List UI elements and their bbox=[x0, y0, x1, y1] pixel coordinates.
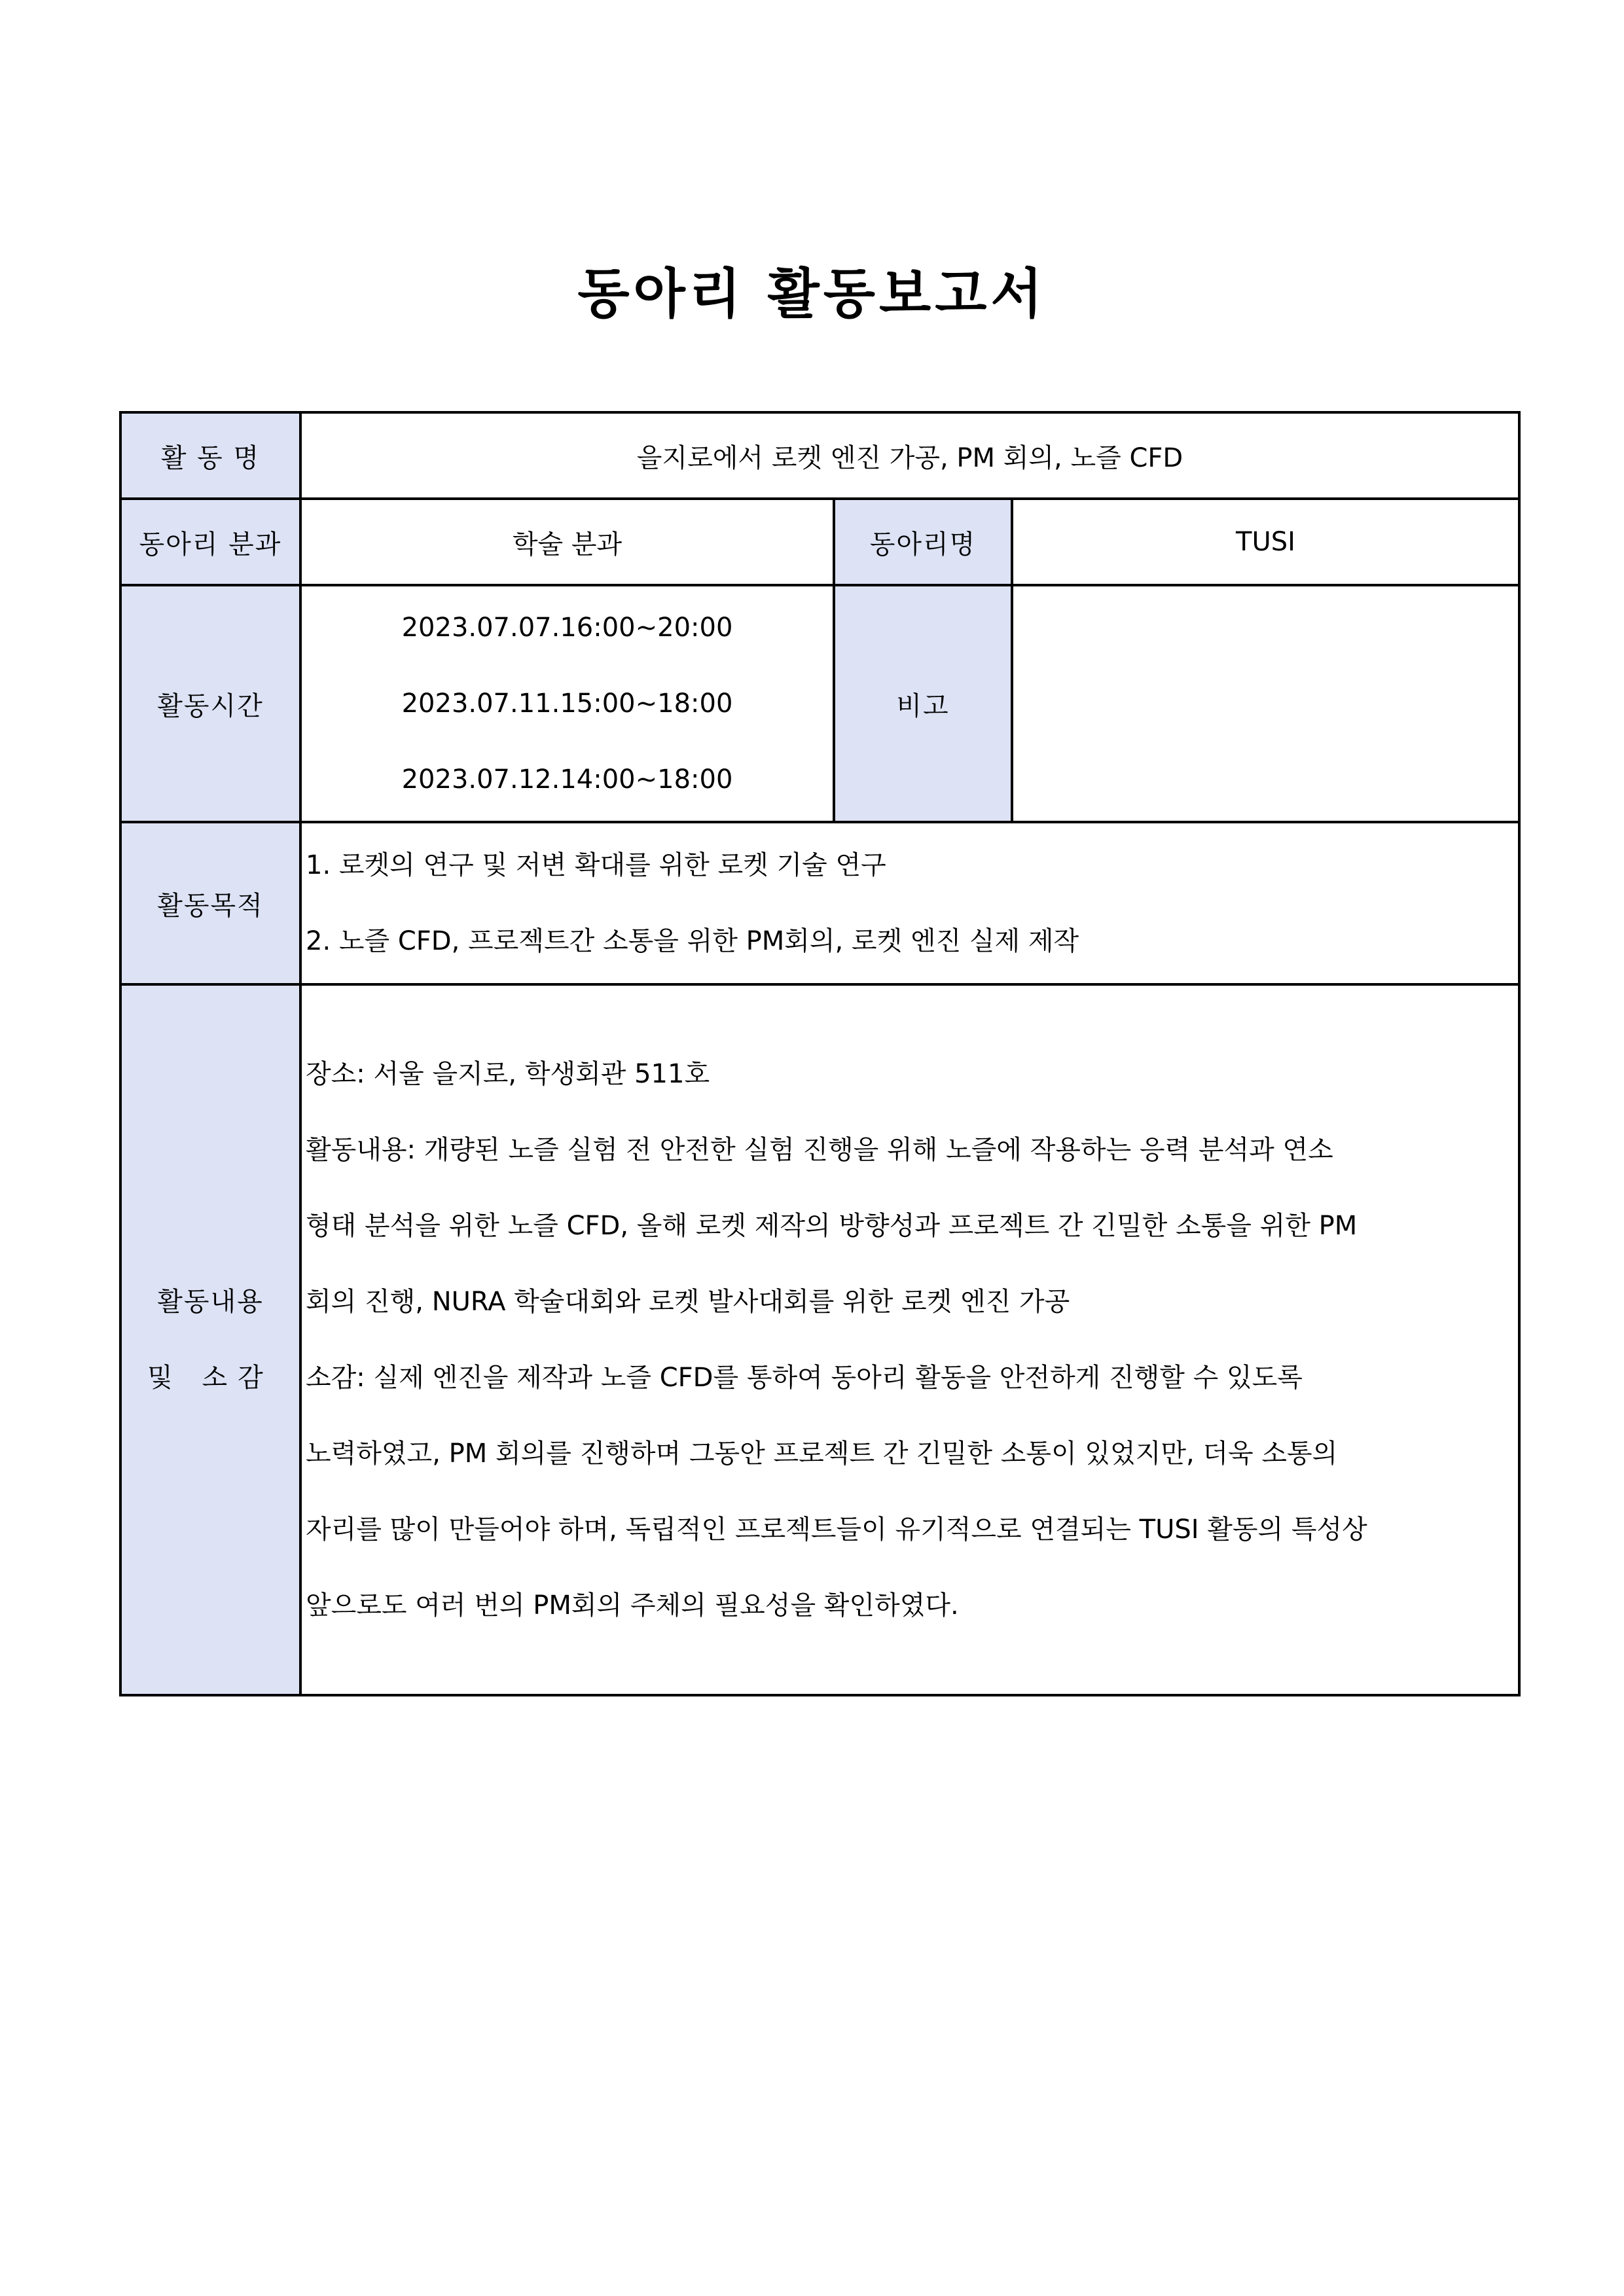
content-line-6: 노력하였고, PM 회의를 진행하며 그동안 프로젝트 간 긴밀한 소통이 있었지만, 더욱 소통의 bbox=[306, 1439, 1338, 1469]
value-club-name: TUSI bbox=[1012, 499, 1519, 585]
page-title: 동아리 활동보고서 bbox=[577, 263, 1047, 325]
label-club-division: 동아리 분과 bbox=[120, 499, 300, 585]
label-content bbox=[120, 984, 300, 1695]
label-activity-time: 활동시간 bbox=[120, 585, 300, 822]
label-remarks: 비고 bbox=[834, 585, 1012, 822]
row-content bbox=[120, 984, 1519, 1695]
row-club-info bbox=[120, 499, 1519, 585]
content-line-8: 앞으로도 여러 번의 PM회의 주체의 필요성을 확인하였다. bbox=[306, 1590, 959, 1621]
row-activity-name bbox=[120, 412, 1519, 499]
label-activity-name: 활 동 명 bbox=[120, 412, 300, 499]
activity-time-list bbox=[300, 585, 834, 822]
content-line-3: 형태 분석을 위한 노즐 CFD, 올해 로켓 제작의 방향성과 프로젝트 간 긴밀한 소통을 위한 PM bbox=[306, 1211, 1358, 1241]
purpose-line-2: 2. 노즐 CFD, 프로젝트간 소통을 위한 PM회의, 로켓 엔진 실제 제작 bbox=[306, 926, 1079, 956]
content-body bbox=[300, 984, 1519, 1695]
content-line-4: 회의 진행, NURA 학술대회와 로켓 발사대회를 위한 로켓 엔진 가공 bbox=[306, 1287, 1070, 1317]
label-club-name: 동아리명 bbox=[834, 499, 1012, 585]
value-activity-name: 을지로에서 로켓 엔진 가공, PM 회의, 노즐 CFD bbox=[300, 412, 1519, 499]
row-activity-time bbox=[120, 585, 1519, 822]
value-club-division: 학술 분과 bbox=[300, 499, 834, 585]
content-line-7: 자리를 많이 만들어야 하며, 독립적인 프로젝트들이 유기적으로 연결되는 TUSI 활동의 특성상 bbox=[306, 1515, 1367, 1545]
activity-time-1: 2023.07.07.16:00~20:00 bbox=[401, 613, 733, 643]
report-table bbox=[119, 411, 1521, 1696]
purpose-line-1: 1. 로켓의 연구 및 저변 확대를 위한 로켓 기술 연구 bbox=[306, 850, 886, 880]
purpose-list bbox=[300, 822, 1519, 984]
activity-time-3: 2023.07.12.14:00~18:00 bbox=[401, 764, 733, 795]
content-line-1: 장소: 서울 을지로, 학생회관 511호 bbox=[306, 1059, 710, 1089]
value-remarks bbox=[1012, 585, 1519, 822]
content-line-5: 소감: 실제 엔진을 제작과 노즐 CFD를 통하여 동아리 활동을 안전하게 진행할 수 있도록 bbox=[306, 1363, 1303, 1393]
content-line-2: 활동내용: 개량된 노즐 실험 전 안전한 실험 진행을 위해 노즐에 작용하는 응력 분석과 연소 bbox=[306, 1135, 1333, 1165]
activity-time-2: 2023.07.11.15:00~18:00 bbox=[401, 689, 733, 719]
label-content-line-1: 활동내용 bbox=[157, 1287, 264, 1317]
label-purpose: 활동목적 bbox=[120, 822, 300, 984]
row-purpose bbox=[120, 822, 1519, 984]
label-content-line-2: 및 소감 bbox=[147, 1363, 274, 1393]
